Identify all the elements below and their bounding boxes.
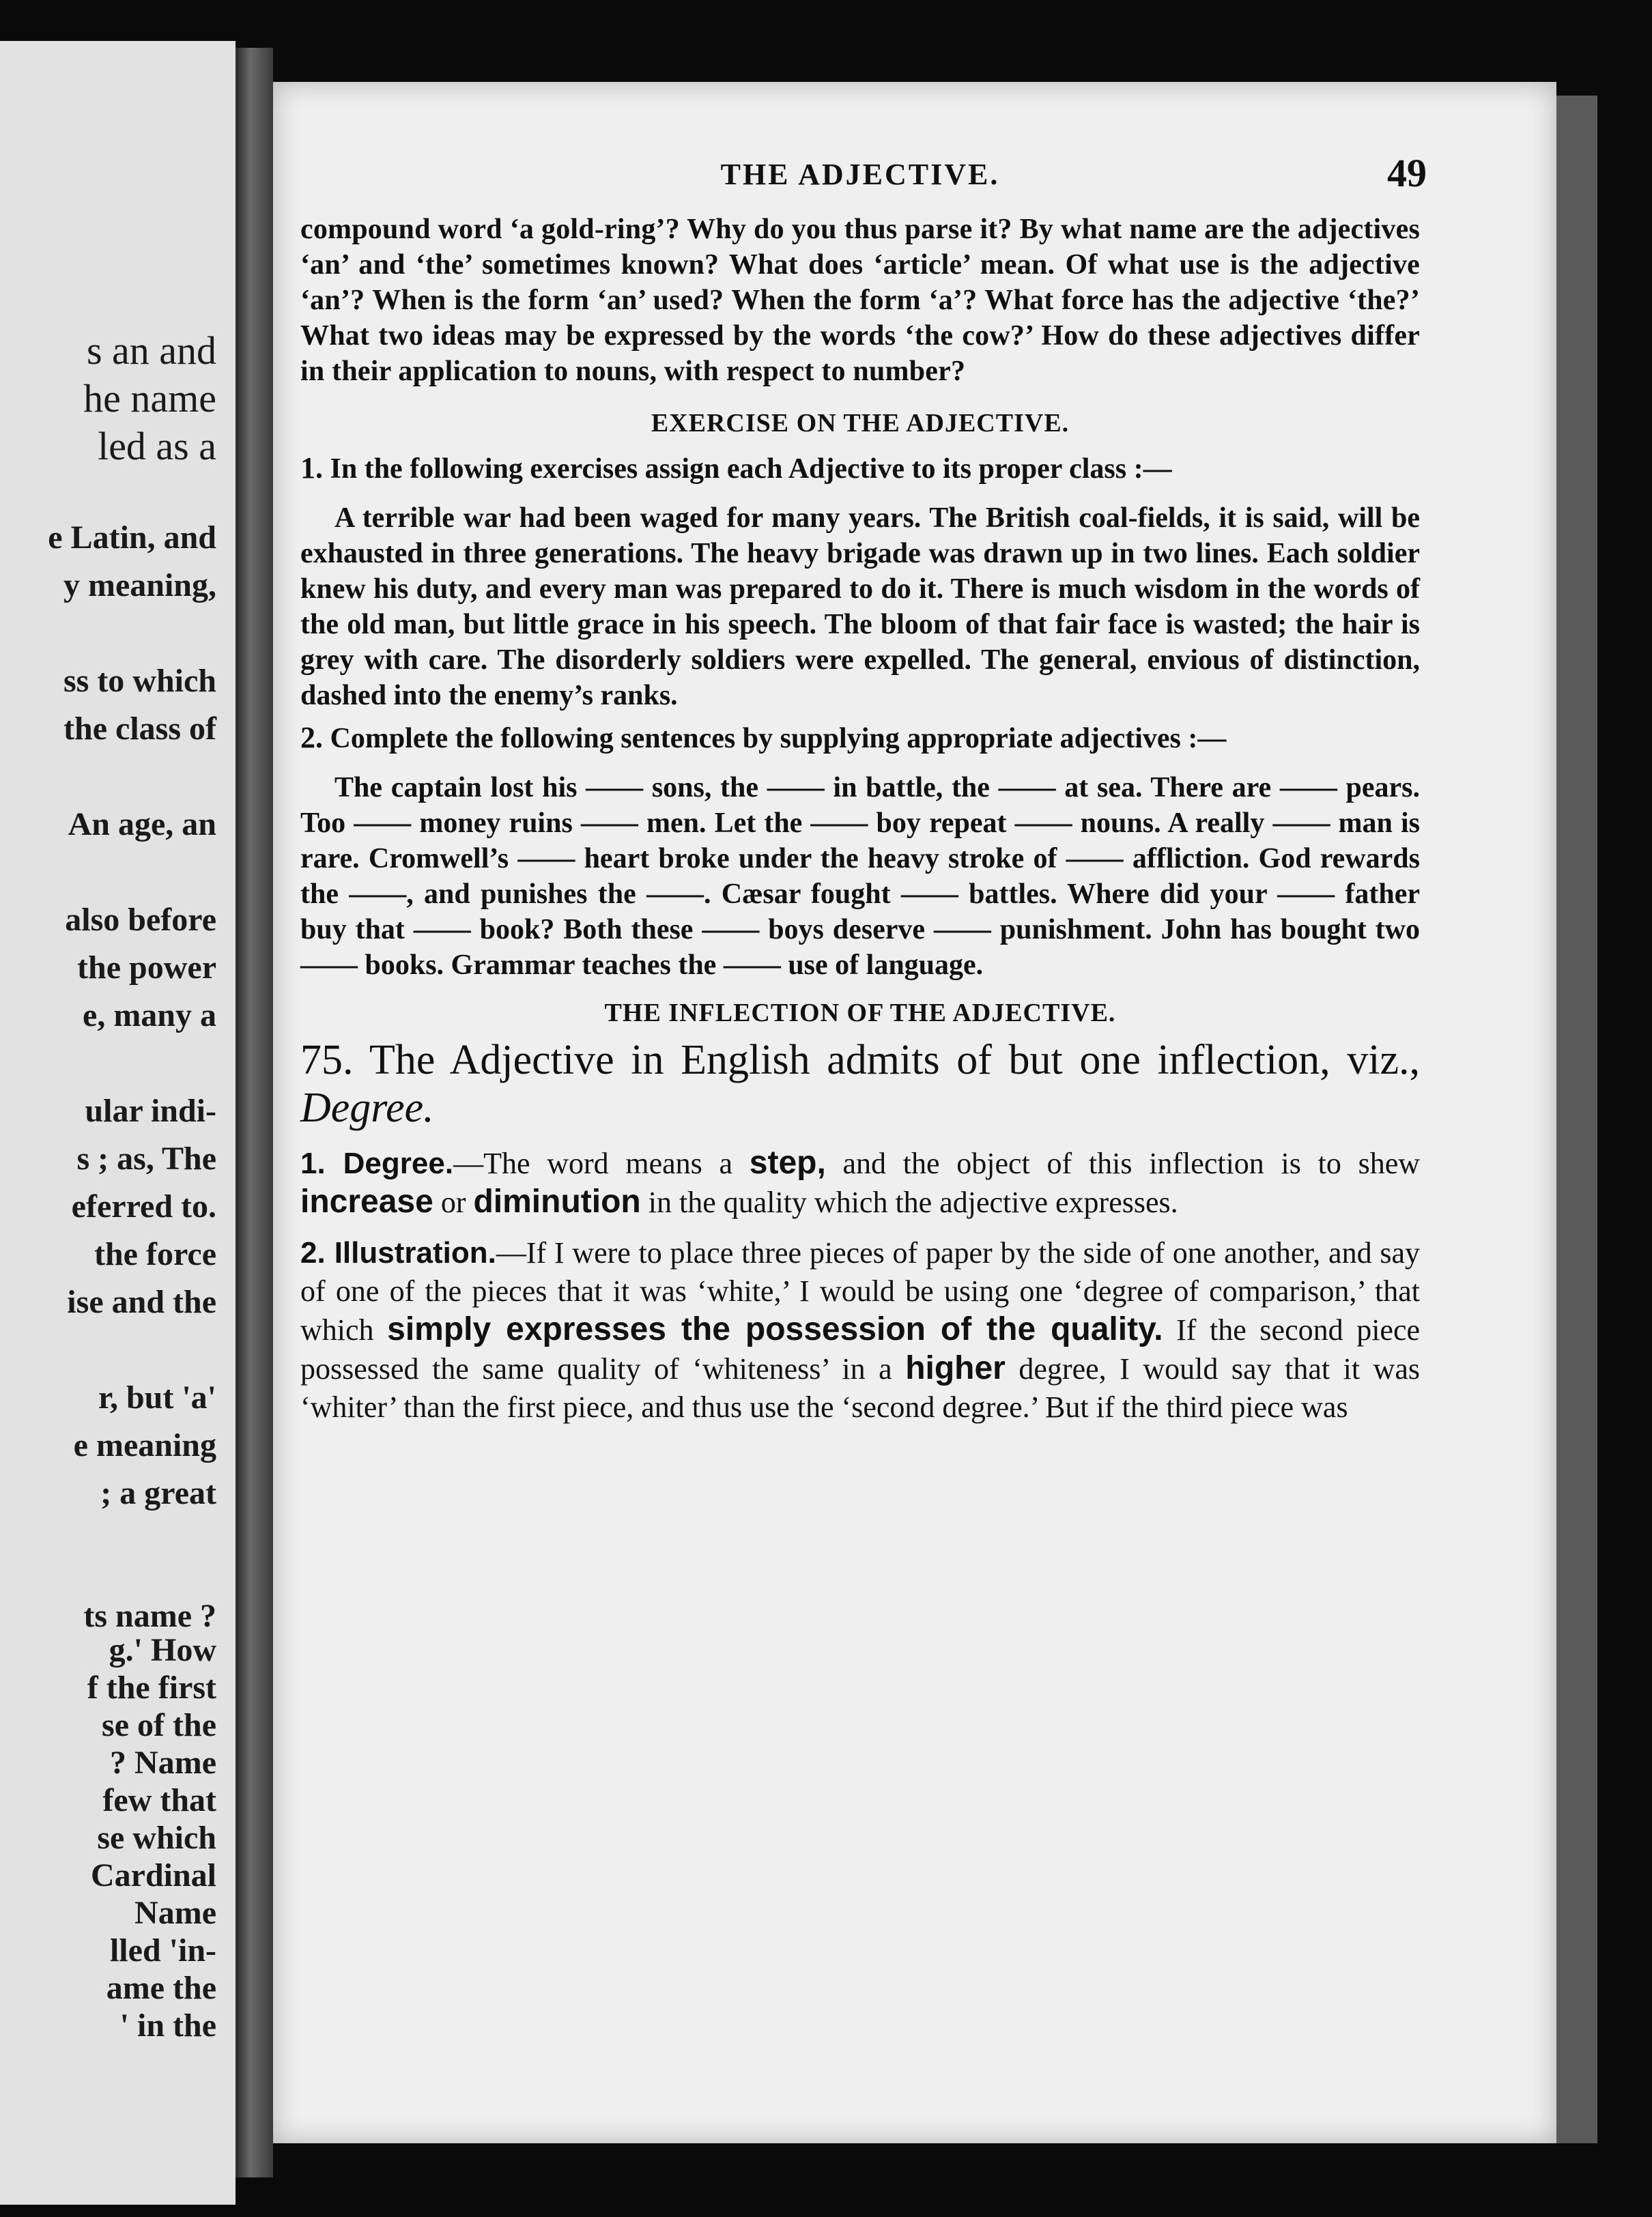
facing-page-line: lled 'in-: [109, 1932, 216, 1969]
exercise-1-number: 1.: [300, 451, 323, 485]
facing-page-line: the power: [77, 949, 216, 986]
facing-page-line: An age, an: [68, 806, 216, 842]
degree-text-3: in the quality which the adjective expresses.: [648, 1186, 1178, 1219]
exercise-heading: EXERCISE ON THE ADJECTIVE.: [651, 409, 1070, 438]
facing-page-line: the class of: [63, 711, 216, 747]
questions-paragraph: compound word ‘a gold-ring’? Why do you thus parse it? By what name are the adjectives ‘an’ and ‘the’ sometimes known? What does ‘article’ mean. Of what use is the adjective ‘an’? When is the form ‘an’ used? When the form ‘a’? What force has the adjective ‘the?’ What two ideas may be expressed by the words ‘the cow?’ How do these adjectives differ in their application to nouns, with respect to number?: [300, 214, 1420, 387]
exercise-1-instruction-text: In the following exercises assign each Adjective to its proper class :—: [330, 453, 1172, 485]
degree-paragraph: [300, 1144, 1420, 1222]
facing-page-line: f the first: [87, 1670, 216, 1706]
facing-page-line: e meaning: [73, 1427, 216, 1463]
exercise-1-text: A terrible war had been waged for many years. The British coal-fields, it is said, will be exhausted in three generations. The heavy brigade was drawn up in two lines. Each soldier knew his duty, and every man was prepared to do it. There is much wisdom in the words of the old man, but little grace in his speech. The bloom of that fair face is wasted; the hair is grey with care. The disorderly soldiers were expelled. The general, envious of distinction, dashed into the enemy’s ranks.: [300, 502, 1420, 711]
degree-label: 1. Degree.: [300, 1147, 454, 1180]
inflection-heading: THE INFLECTION OF THE ADJECTIVE.: [604, 999, 1116, 1027]
illustration-emphasis-1: simply expresses the possession of the quality.: [387, 1311, 1163, 1347]
page-edge: [1556, 96, 1597, 2143]
page-header: [300, 151, 1427, 212]
running-head: THE ADJECTIVE.: [720, 158, 1000, 191]
facing-page-line: Name: [134, 1895, 216, 1931]
illustration-text-1: —If I were to place three pieces of paper by the side of one another, and say of one of the pieces that it was ‘white,’ I would be using one ‘degree of comparison,’ that which: [300, 1236, 1420, 1347]
degree-diminution: diminution: [473, 1184, 641, 1220]
facing-page-line: he name: [83, 376, 216, 420]
degree-or: or: [440, 1186, 466, 1219]
exercise-2-number: 2.: [300, 721, 323, 754]
illustration-text-3: degree, I would say that it was ‘whiter’ than the first piece, and thus use the ‘second degree.’ But if the third piece was: [300, 1352, 1421, 1424]
facing-page-line: ; a great: [100, 1475, 216, 1511]
facing-page-fragment: [0, 41, 236, 2205]
exercise-2-text: The captain lost his —— sons, the —— in battle, the —— at sea. There are —— pears. Too —— money ruins —— men. Let the —— boy repeat —— nouns. A really —— man is rare. Cromwell’s —— heart broke under the heavy stroke of —— affliction. God rewards the ——, and punishes the ——. Cæsar fought —— battles. Where did your —— father buy that —— book? Both these —— boys deserve —— punishment. John has bought two —— books. Grammar teaches the —— use of language.: [300, 772, 1420, 981]
facing-page-line: s an and: [86, 328, 216, 373]
exercise-1-instruction: [300, 450, 1420, 487]
rule-number: 75.: [300, 1037, 354, 1083]
facing-page-line: ? Name: [110, 1745, 216, 1781]
degree-step: step,: [749, 1145, 826, 1181]
page-number: 49: [1387, 151, 1427, 195]
illustration-text-2: If the second piece possessed the same quality of ‘whiteness’ in a: [300, 1313, 1421, 1386]
rule-text: The Adjective in English admits of but one inflection, viz.,: [369, 1037, 1420, 1083]
page-content: [300, 151, 1427, 1427]
facing-page-line: r, but 'a': [98, 1379, 216, 1416]
rule-emphasis: Degree.: [300, 1085, 434, 1131]
degree-increase: increase: [300, 1184, 433, 1220]
facing-page-line: se which: [97, 1820, 216, 1856]
facing-page-line: e Latin, and: [48, 519, 216, 556]
illustration-label: 2. Illustration.: [300, 1236, 496, 1270]
facing-page-line: ts name ?: [83, 1598, 216, 1634]
illustration-paragraph: [300, 1234, 1420, 1427]
facing-page-line: y meaning,: [63, 567, 216, 603]
facing-page-line: e, many a: [83, 997, 216, 1033]
facing-page-line: ' in the: [119, 2007, 216, 2044]
illustration-emphasis-2: higher: [905, 1350, 1006, 1386]
facing-page-line: ular indi-: [85, 1093, 216, 1129]
facing-page-line: Cardinal: [90, 1857, 216, 1893]
rule-75: [300, 1036, 1420, 1132]
degree-text-1: —The word means a: [453, 1147, 733, 1180]
exercise-2-instruction: [300, 720, 1420, 756]
facing-page-line: ame the: [106, 1970, 216, 2006]
facing-page-line: led as a: [98, 424, 216, 468]
book-spine: [236, 48, 273, 2177]
facing-page-line: eferred to.: [71, 1188, 216, 1225]
facing-page-line: ss to which: [63, 663, 216, 699]
facing-page-line: ise and the: [67, 1284, 216, 1320]
facing-page-line: also before: [65, 902, 216, 938]
facing-page-line: g.' How: [109, 1632, 216, 1668]
facing-page-line: few that: [102, 1782, 216, 1818]
exercise-2-instruction-text: Complete the following sentences by supplying appropriate adjectives :—: [330, 723, 1227, 754]
facing-page-line: se of the: [102, 1707, 216, 1743]
book-page: [273, 82, 1556, 2143]
facing-page-line: s ; as, The: [76, 1141, 216, 1177]
facing-page-line: the force: [94, 1236, 216, 1272]
degree-text-2: and the object of this inflection is to shew: [842, 1147, 1420, 1180]
